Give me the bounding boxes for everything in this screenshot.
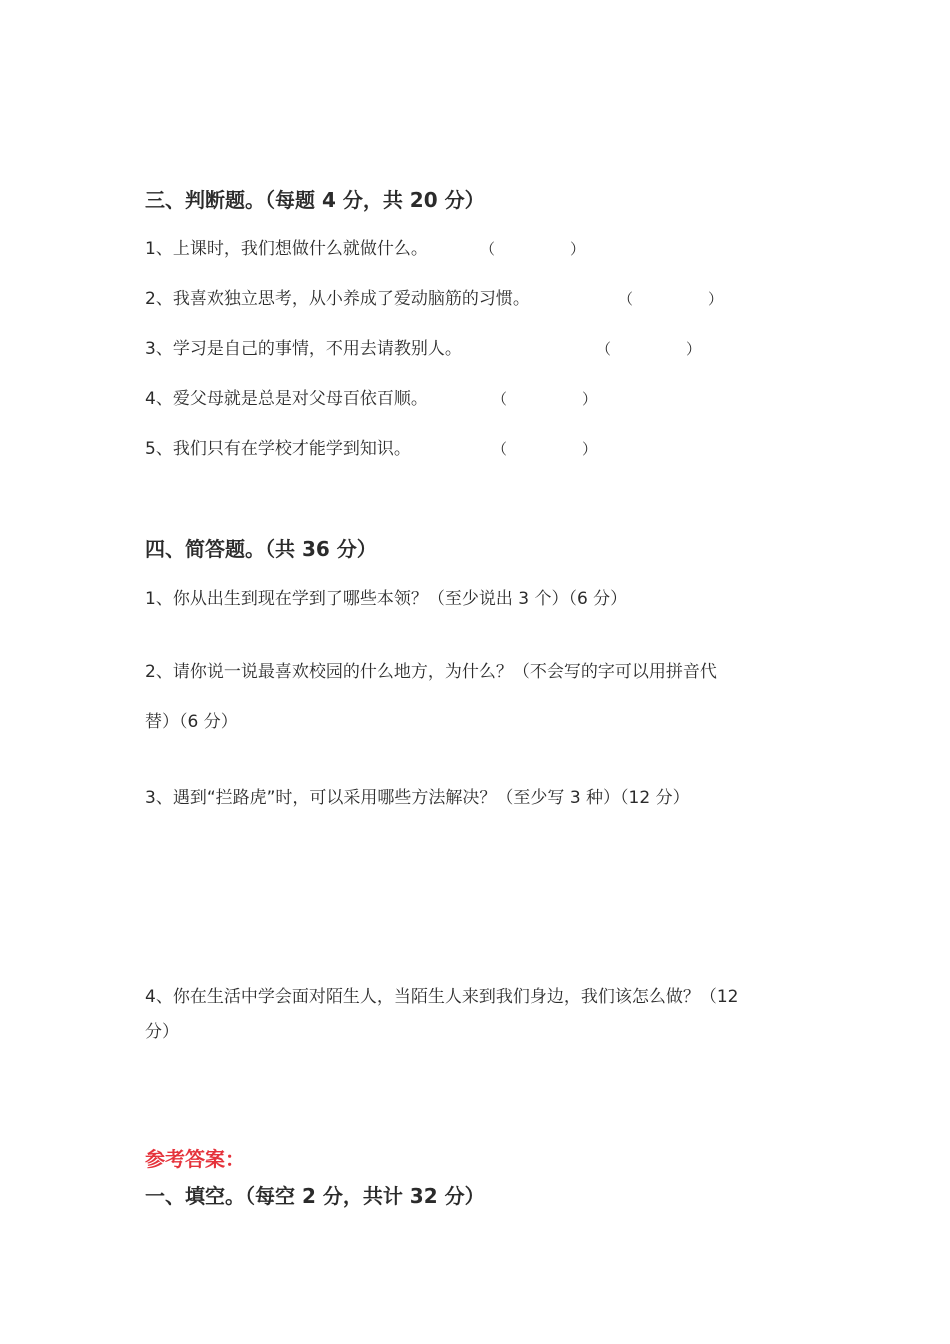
section3-title: 三、判断题。（每题 4 分，共 20 分） (145, 188, 485, 212)
short-answer-q2-line1: 2、请你说一说最喜欢校园的什么地方，为什么？（不会写的字可以用拼音代 (145, 662, 717, 682)
judge-item-2: 2、我喜欢独立思考，从小养成了爱动脑筋的习惯。 (145, 289, 530, 309)
short-answer-q1: 1、你从出生到现在学到了哪些本领？（至少说出 3 个）（6 分） (145, 589, 628, 609)
short-answer-q4-line2: 分） (145, 1022, 179, 1042)
judge-item-3: 3、学习是自己的事情，不用去请教别人。 (145, 339, 462, 359)
judge-blank-5: （ ） (492, 440, 598, 458)
judge-blank-3: （ ） (596, 340, 702, 358)
section4-title: 四、简答题。（共 36 分） (145, 537, 377, 561)
judge-blank-2: （ ） (618, 290, 724, 308)
short-answer-q3: 3、遇到“拦路虎”时，可以采用哪些方法解决？（至少写 3 种）（12 分） (145, 788, 690, 808)
judge-item-5: 5、我们只有在学校才能学到知识。 (145, 439, 411, 459)
judge-blank-1: （ ） (480, 240, 586, 258)
answer-key-title: 参考答案： (145, 1147, 245, 1171)
judge-item-1: 1、上课时，我们想做什么就做什么。 (145, 239, 428, 259)
judge-item-4: 4、爱父母就是总是对父母百依百顺。 (145, 389, 428, 409)
short-answer-q4-line1: 4、你在生活中学会面对陌生人，当陌生人来到我们身边，我们该怎么做？（12 (145, 987, 739, 1007)
short-answer-q2-line2: 替）（6 分） (145, 712, 238, 732)
judge-blank-4: （ ） (492, 390, 598, 408)
answer-section1-title: 一、填空。（每空 2 分，共计 32 分） (145, 1184, 485, 1208)
